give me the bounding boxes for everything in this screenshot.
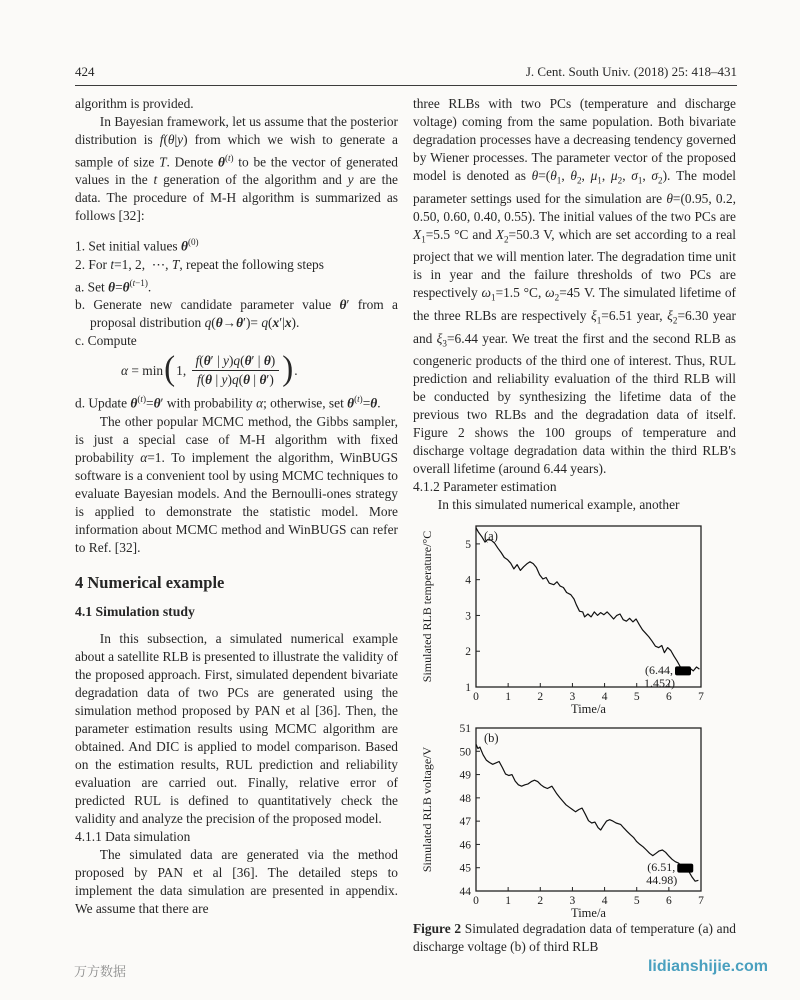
svg-text:47: 47 bbox=[459, 816, 471, 829]
page-header bbox=[75, 64, 737, 86]
paragraph: The simulated data are generated via the method proposed by PAN et al [36]. The detailed steps to implement the data simulation are presented in appendix. We assume that there are bbox=[75, 846, 398, 916]
left-column bbox=[75, 95, 398, 956]
paragraph: algorithm is provided. bbox=[75, 96, 194, 111]
svg-text:48: 48 bbox=[459, 793, 471, 806]
svg-text:0: 0 bbox=[473, 691, 479, 704]
list-item: a. Set $\theta=\theta^{(t-1)}$. bbox=[75, 277, 152, 295]
svg-text:1: 1 bbox=[465, 682, 471, 695]
svg-text:3: 3 bbox=[569, 895, 576, 908]
paragraph: In this simulated numerical example, another bbox=[437, 497, 680, 513]
svg-text:45: 45 bbox=[459, 863, 471, 876]
right-column bbox=[413, 95, 736, 956]
list-item: 1. Set initial values $\theta^{(0)}$ bbox=[75, 237, 199, 254]
list-item: 2. For t=1, 2, ⋯, T, repeat the following steps bbox=[75, 256, 324, 272]
svg-text:49: 49 bbox=[459, 769, 471, 782]
numerator: f(θ′ | y)q(θ′ | θ) bbox=[192, 353, 280, 370]
paragraph: In this subsection, a simulated numerical example about a satellite RLB is presented to illustrate the validity of the proposed approach. First, simulated dependent bivariate degradation data of two PCs are generated using the simulation method proposed by PAN et al [36]. Then, the parameter estimation results using MCMC algorithm are obtained. And DIC is applied to model comparison. Based on the estimation results, RUL prediction and reliability evaluation are carried out. Finally, relative error of predicted RUL is defined to quantitatively check the validity and analyze the precision of the proposed model. bbox=[75, 630, 398, 826]
svg-text:5: 5 bbox=[633, 691, 640, 704]
svg-text:1: 1 bbox=[505, 691, 512, 704]
figure-2b bbox=[419, 722, 736, 920]
subsubsection-heading: 4.1.2 Parameter estimation bbox=[413, 479, 557, 495]
svg-text:4: 4 bbox=[601, 895, 608, 908]
svg-text:5: 5 bbox=[633, 895, 640, 908]
temperature-degradation-chart bbox=[419, 520, 719, 716]
section-heading: 4 Numerical example bbox=[75, 572, 225, 592]
svg-text:44.98): 44.98) bbox=[646, 873, 678, 888]
svg-text:1: 1 bbox=[505, 895, 512, 908]
list-item: d. Update $\theta^{(t)}=\theta'$ with probability α; otherwise, set $\theta^{(t)}=\theta$. bbox=[75, 394, 381, 411]
page-number: 424 bbox=[75, 64, 95, 79]
svg-text:2: 2 bbox=[465, 646, 471, 659]
svg-text:3: 3 bbox=[569, 691, 576, 704]
svg-text:7: 7 bbox=[698, 895, 704, 908]
svg-text:(6.44,: (6.44, bbox=[645, 663, 673, 678]
svg-text:Simulated RLB voltage/V: Simulated RLB voltage/V bbox=[420, 747, 434, 873]
svg-text:Time/a: Time/a bbox=[571, 702, 606, 717]
formula-tail: . bbox=[294, 362, 298, 378]
svg-text:4: 4 bbox=[465, 575, 471, 588]
formula-lhs: α = min bbox=[121, 362, 164, 378]
voltage-degradation-chart bbox=[419, 722, 719, 920]
svg-text:(6.51,: (6.51, bbox=[647, 860, 676, 875]
open-paren: ( bbox=[164, 350, 176, 389]
svg-text:1.452): 1.452) bbox=[644, 676, 675, 691]
journal-title: J. Cent. South Univ. (2018) 25: 418–431 bbox=[525, 64, 737, 79]
svg-text:50: 50 bbox=[459, 746, 471, 759]
subsection-heading: 4.1 Simulation study bbox=[75, 604, 195, 620]
figure-caption: Figure 2 Simulated degradation data of temperature (a) and discharge voltage (b) of third RLB bbox=[413, 921, 736, 955]
paragraph: The other popular MCMC method, the Gibbs sampler, is just a special case of M-H algorithm with fixed probability α=1. To implement the algorithm, WinBUGS software is a convenient tool by using MCMC techniques to evaluate Bayesian models. And the Bernoulli-ones strategy is applied to demonstrate the statistic model. More information about MCMC method and WinBUGS can refer to Ref. [32]. bbox=[75, 413, 398, 555]
list-item: c. Compute bbox=[75, 333, 137, 349]
list-item: b. Generate new candidate parameter value θ′ from a proposal distribution q(θ→θ′)= q(x′|x). bbox=[75, 297, 398, 331]
mh-acceptance-formula bbox=[121, 350, 398, 389]
paragraph: three RLBs with two PCs (temperature and discharge voltage) coming from the same population. Both bivariate degradation processes have a decreasing tendency governed by Wiener processes. The parameter vector of the proposed model is denoted as $\theta=(\theta_1$, $\theta_2$, $\mu_1$, $\mu_2$, $\sigma_1$, $\sigma_2$). The model parameter settings used for the simulation are θ=(0.95, 0.2, 0.50, 0.60, 0.40, 0.55). The initial values of the two PCs are $X_1=5.5$ °C and $X_2=50.3$ V, which are set according to a real project that we will mention later. The degradation time unit is in year and the failure thresholds of two PCs are respectively $\omega_1=1.5$ °C, $\omega_2=45$ V. The simulated lifetime of the three RLBs are respectively $\xi_1=6.51$ year, $\xi_2=6.30$ year and $\xi_3=6.44$ year. We treat the first and the second RLB as congeneric products of the third one of interest. Thus, RUL prediction and reliability evaluation of the third RLB will be conducted by synthesizing the lifetime data of the previous two RLBs and the degradation data of itself. Figure 2 shows the 100 groups of temperature and discharge voltage degradation data within the third RLB's overall lifetime (around 6.44 years). bbox=[413, 96, 737, 477]
paragraph: In Bayesian framework, let us assume that the posterior distribution is f(θ|y) from which we wish to generate a sample of size T. Denote $\theta^{(t)}$ to be the vector of generated values in the t generation of the algorithm and y are the data. The procedure of M-H algorithm is summarized as follows [32]: bbox=[75, 114, 398, 224]
svg-text:46: 46 bbox=[459, 839, 471, 852]
svg-text:5: 5 bbox=[465, 539, 471, 552]
mh-algorithm-steps bbox=[75, 233, 398, 350]
two-column-body bbox=[75, 95, 737, 956]
svg-text:3: 3 bbox=[465, 610, 471, 623]
close-paren: ) bbox=[282, 350, 294, 389]
subsubsection-heading: 4.1.1 Data simulation bbox=[75, 828, 191, 844]
svg-text:7: 7 bbox=[698, 691, 704, 704]
svg-text:0: 0 bbox=[473, 895, 479, 908]
svg-text:(b): (b) bbox=[484, 731, 499, 746]
svg-text:6: 6 bbox=[665, 691, 672, 704]
svg-text:2: 2 bbox=[537, 895, 544, 908]
site-watermark: lidianshijie.com bbox=[647, 958, 768, 975]
svg-text:Time/a: Time/a bbox=[571, 906, 606, 921]
formula-arg: 1, bbox=[176, 362, 190, 378]
denominator: f(θ | y)q(θ | θ′) bbox=[196, 371, 274, 387]
svg-text:44: 44 bbox=[459, 886, 471, 899]
svg-text:Simulated RLB temperature/°C: Simulated RLB temperature/°C bbox=[420, 531, 434, 683]
fraction bbox=[192, 353, 280, 387]
wanfang-watermark: 万方数据 bbox=[74, 964, 127, 979]
figure-2a bbox=[419, 520, 736, 716]
svg-text:4: 4 bbox=[601, 691, 608, 704]
svg-text:6: 6 bbox=[665, 895, 672, 908]
svg-text:2: 2 bbox=[537, 691, 544, 704]
svg-text:51: 51 bbox=[459, 723, 471, 736]
svg-text:(a): (a) bbox=[484, 529, 498, 544]
